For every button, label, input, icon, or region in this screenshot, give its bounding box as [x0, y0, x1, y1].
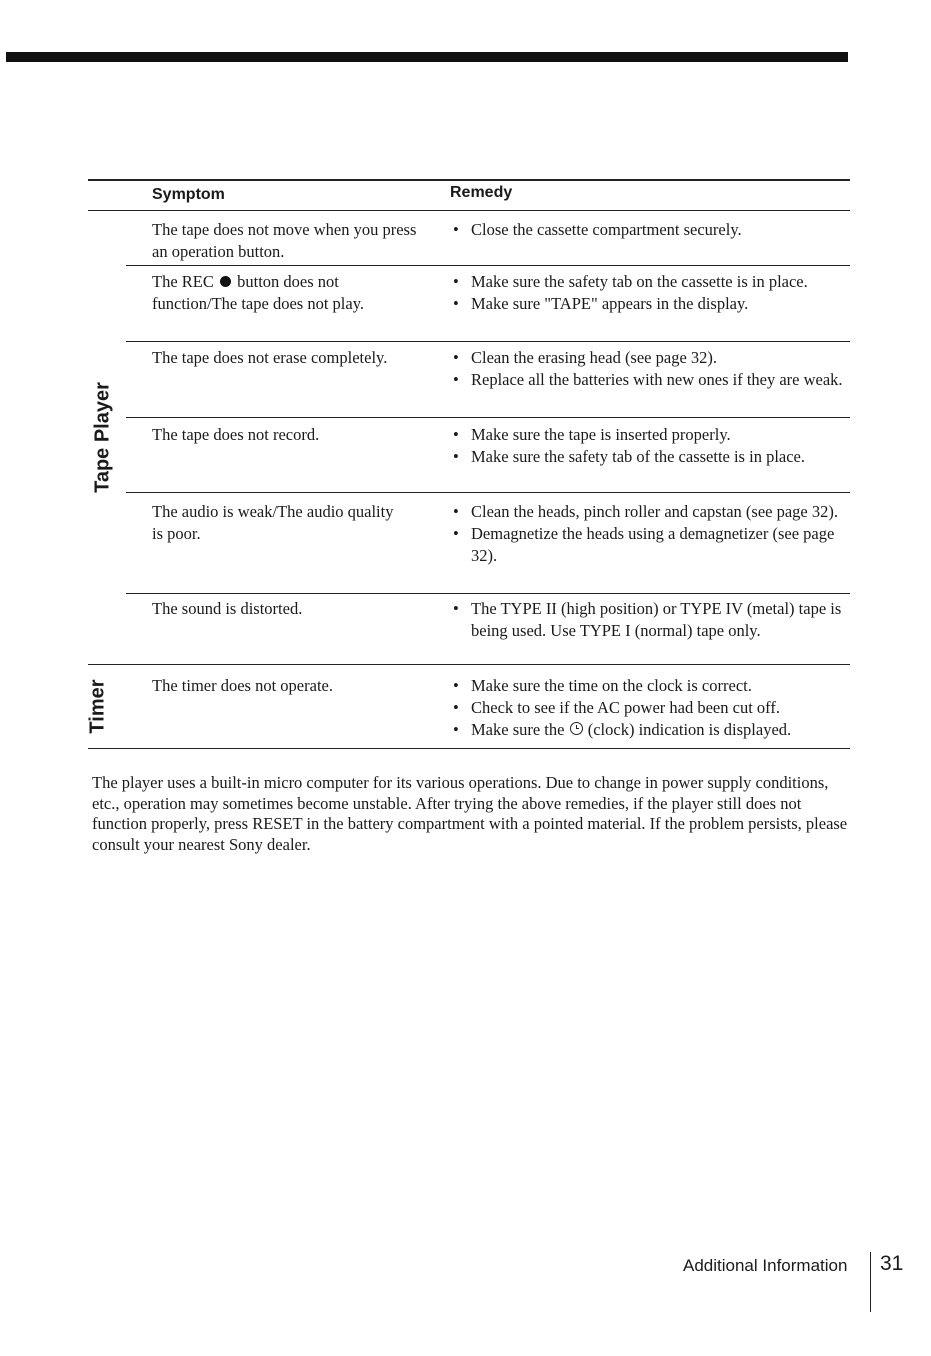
remedy-item: • Make sure the time on the clock is correct.	[452, 675, 852, 697]
remedy-item: • Check to see if the AC power had been cut off.	[452, 697, 852, 719]
table-top-rule	[88, 179, 850, 181]
symptom-header: Symptom	[152, 186, 225, 203]
remedy-header: Remedy	[450, 184, 513, 201]
symptom-text: button does not function/The tape does not play.	[152, 272, 364, 313]
remedy-item	[452, 719, 852, 741]
header-bottom-rule	[88, 210, 850, 211]
remedy-text: (clock) indication is displayed.	[587, 720, 792, 739]
row-divider	[126, 417, 850, 418]
row-divider	[126, 492, 850, 493]
remedy-item: • The TYPE II (high position) or TYPE IV (metal) tape is being used. Use TYPE I (normal) tape only.	[452, 598, 852, 642]
row-divider	[126, 341, 850, 342]
page-number: 31	[880, 1252, 904, 1275]
row-divider	[126, 593, 850, 594]
remedy-item: • Make sure the safety tab on the cassette is in place.	[452, 271, 852, 293]
remedy-item: • Make sure "TAPE" appears in the display.	[452, 293, 852, 315]
symptom-text: The REC	[152, 272, 214, 291]
rec-dot-icon	[220, 276, 231, 287]
remedy-list	[452, 675, 852, 741]
remedy-list	[452, 347, 852, 391]
clock-icon	[570, 722, 583, 735]
row-divider	[126, 265, 850, 266]
symptom-cell: The tape does not record.	[152, 425, 320, 444]
section-label-timer: Timer	[86, 679, 109, 734]
section-divider	[88, 664, 850, 665]
symptom-cell: The timer does not operate.	[152, 676, 333, 695]
symptom-cell	[152, 271, 422, 315]
remedy-item: • Clean the heads, pinch roller and capstan (see page 32).	[452, 501, 852, 523]
remedy-list	[452, 219, 852, 241]
remedy-item: • Demagnetize the heads using a demagnetizer (see page 32).	[452, 523, 852, 567]
table-bottom-rule	[88, 748, 850, 749]
symptom-cell: The tape does not erase completely.	[152, 348, 388, 367]
section-label-tape-player: Tape Player	[91, 382, 114, 493]
remedy-item: • Close the cassette compartment securely.	[452, 219, 852, 241]
remedy-item: • Clean the erasing head (see page 32).	[452, 347, 852, 369]
symptom-cell: The audio is weak/The audio quality is poor.	[152, 502, 394, 543]
footer-section-title: Additional Information	[683, 1256, 848, 1275]
remedy-item: • Make sure the safety tab of the cassette is in place.	[452, 446, 852, 468]
remedy-text: Make sure the	[471, 720, 565, 739]
footer-divider	[870, 1252, 871, 1312]
symptom-cell: The sound is distorted.	[152, 599, 303, 618]
remedy-item: • Make sure the tape is inserted properly.	[452, 424, 852, 446]
remedy-list	[452, 271, 852, 315]
remedy-item: • Replace all the batteries with new ones if they are weak.	[452, 369, 852, 391]
remedy-list	[452, 501, 852, 567]
symptom-cell: The tape does not move when you press an operation button.	[152, 220, 417, 261]
note-paragraph: The player uses a built-in micro computer for its various operations. Due to change in power supply conditions, etc., operation may sometimes become unstable. After trying the above remedies, if the player still does not function properly, press RESET in the battery compartment with a pointed material. If the problem persists, please consult your nearest Sony dealer.	[92, 773, 848, 854]
header-bar	[6, 52, 848, 62]
remedy-list	[452, 598, 852, 642]
remedy-list	[452, 424, 852, 468]
